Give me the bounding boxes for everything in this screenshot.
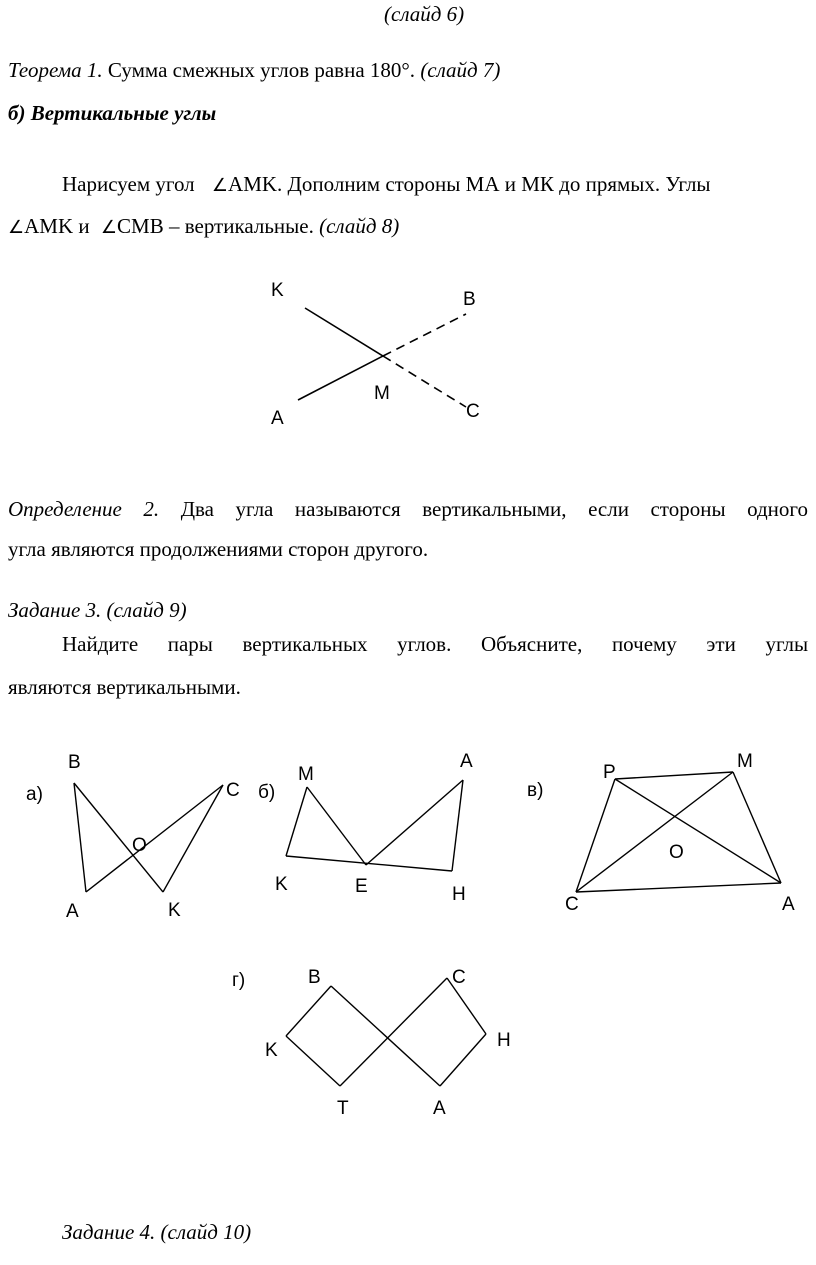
ray-mk: [305, 308, 383, 356]
theorem-slide-ref: (слайд 7): [420, 58, 501, 82]
point-label-m: M: [298, 764, 314, 785]
task-word: Найдите: [62, 632, 139, 656]
point-label-m: M: [374, 383, 390, 404]
task-word: вертикальных: [242, 632, 368, 656]
ray-ma: [298, 356, 383, 400]
segment-ah: [452, 780, 463, 871]
definition-word: угла: [235, 497, 274, 521]
segment-kc: [163, 785, 223, 892]
vertical-angles-figure: [0, 0, 816, 460]
figure-tag: г): [232, 970, 246, 991]
angle-symbol: ∠: [100, 217, 118, 238]
task-word: Объясните,: [480, 632, 583, 656]
theorem-text: Сумма смежных углов равна 180°.: [107, 58, 416, 82]
point-label-b: B: [308, 967, 321, 988]
slide-reference: (слайд 6): [384, 2, 465, 26]
angle-symbol: ∠: [211, 175, 229, 196]
point-label-a: A: [271, 408, 284, 429]
paragraph-text: AMK. Дополним стороны МА и МК до прямых. Углы: [228, 172, 711, 196]
definition-word: называются: [294, 497, 401, 521]
point-label-o: O: [669, 842, 684, 863]
diagonal-pa: [615, 779, 781, 883]
segment-tk: [286, 1036, 340, 1086]
figure-tag: б): [258, 782, 276, 803]
definition-line-2: угла являются продолжениями сторон другого.: [8, 537, 429, 561]
segment-me: [307, 787, 366, 865]
segment-ct: [340, 978, 447, 1086]
segment-kb: [286, 986, 331, 1036]
section-heading: б) Вертикальные углы: [8, 101, 217, 125]
point-label-p: P: [603, 762, 616, 783]
definition-word: если: [588, 497, 629, 521]
task-3-label: Задание 3. (слайд 9): [8, 598, 187, 622]
task-3-line-1: [62, 632, 808, 657]
point-label-b: B: [68, 752, 81, 773]
theorem-label: Теорема 1.: [8, 58, 103, 82]
point-label-c: C: [226, 780, 240, 801]
angle-symbol: ∠: [8, 217, 25, 238]
task-word: пары: [167, 632, 213, 656]
segment-ac: [576, 883, 781, 892]
segment-cp: [576, 779, 615, 892]
point-label-a: A: [433, 1098, 446, 1119]
task-word: углы: [765, 632, 809, 656]
point-label-a: A: [66, 901, 79, 922]
figure-a: [74, 783, 223, 892]
figure-tag: а): [26, 784, 43, 805]
point-label-c: C: [565, 894, 579, 915]
segment-bk: [74, 783, 163, 892]
task-4-label: Задание 4. (слайд 10): [62, 1220, 252, 1244]
task-word: эти: [706, 632, 736, 656]
ray-mb-dashed: [383, 314, 466, 356]
point-label-a: A: [460, 751, 473, 772]
point-label-c: C: [452, 967, 466, 988]
point-label-k: K: [265, 1040, 278, 1061]
definition-word: стороны: [650, 497, 726, 521]
point-label-c: C: [466, 401, 480, 422]
diagonal-mc: [576, 772, 733, 892]
point-label-k: K: [271, 280, 284, 301]
segment-pm: [615, 772, 733, 779]
point-label-k: K: [168, 900, 181, 921]
ray-mc-dashed: [383, 356, 466, 407]
point-label-h: H: [497, 1030, 511, 1051]
segment-ma: [733, 772, 781, 883]
task-3-line-2: являются вертикальными.: [8, 675, 241, 699]
definition-line-1: [8, 497, 808, 522]
segment-ac: [86, 785, 223, 892]
figure-g: [286, 978, 486, 1086]
definition-word: Два: [180, 497, 214, 521]
segment-ba: [74, 783, 86, 892]
point-label-a: A: [782, 894, 795, 915]
definition-label: Определение 2.: [8, 497, 160, 521]
point-label-h: H: [452, 884, 466, 905]
task-word: почему: [611, 632, 677, 656]
definition-word: вертикальными,: [422, 497, 567, 521]
point-label-t: T: [337, 1098, 349, 1119]
paragraph-slide-ref: (слайд 8): [319, 214, 400, 238]
segment-ah: [440, 1034, 486, 1086]
task-word: углов.: [397, 632, 452, 656]
figure-v: [576, 772, 781, 892]
figure-b: [286, 780, 463, 871]
point-label-m: M: [737, 751, 753, 772]
segment-kh: [286, 856, 452, 871]
point-label-b: B: [463, 289, 476, 310]
task-figures: [0, 730, 816, 1150]
definition-word: одного: [747, 497, 809, 521]
figure-tag: в): [527, 780, 544, 801]
segment-ea: [366, 780, 463, 865]
point-label-o: O: [132, 835, 147, 856]
paragraph-text: CMB – вертикальные.: [117, 214, 314, 238]
segment-mk: [286, 787, 307, 856]
paragraph-text: AMK и: [24, 214, 90, 238]
paragraph-text: Нарисуем угол: [62, 172, 195, 196]
point-label-k: K: [275, 874, 288, 895]
point-label-e: E: [355, 876, 368, 897]
